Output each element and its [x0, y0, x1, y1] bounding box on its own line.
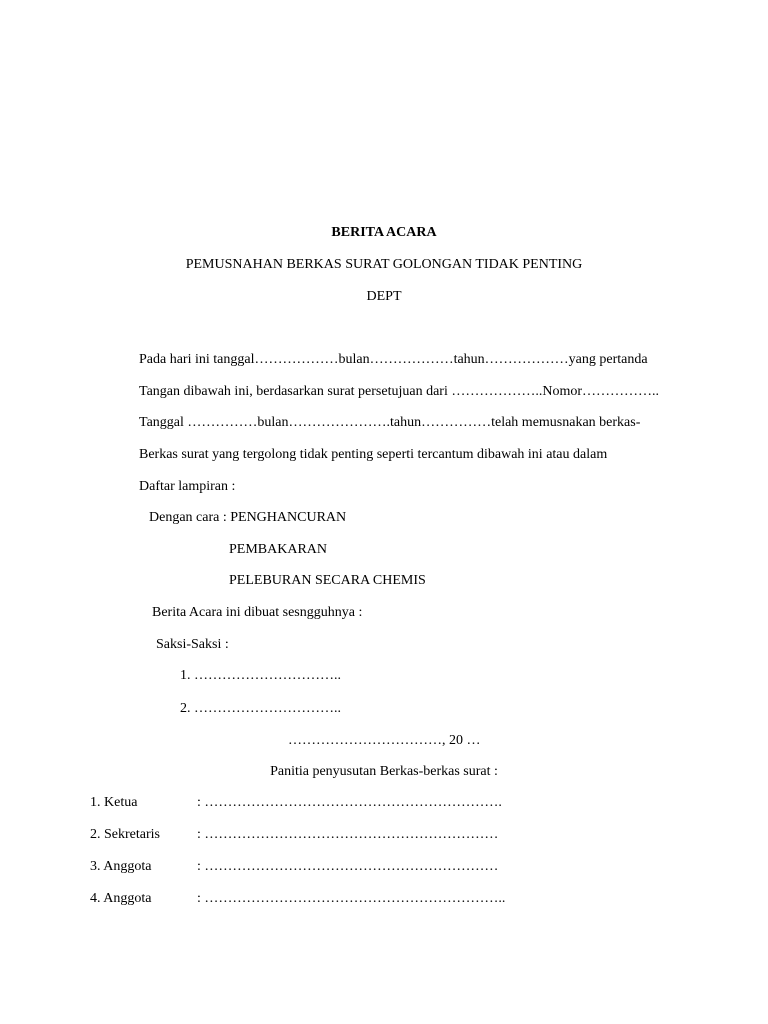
committee-fill-3: : ………………………………………………………	[197, 859, 499, 874]
body-line-1: Pada hari ini tanggal………………bulan………………tahun………………yang pertanda	[139, 352, 648, 367]
document-subtitle: PEMUSNAHAN BERKAS SURAT GOLONGAN TIDAK PENTING	[185, 257, 583, 272]
method-item-3: PELEBURAN SECARA CHEMIS	[229, 573, 426, 588]
body-line-3: Tanggal ……………bulan………………….tahun……………telah memusnakan berkas-	[139, 415, 641, 430]
statement-line: Berita Acara ini dibuat sesngguhnya :	[152, 605, 363, 620]
committee-role-4: 4. Anggota	[90, 891, 152, 906]
committee-role-1: 1. Ketua	[90, 795, 138, 810]
committee-fill-2: : ………………………………………………………	[197, 827, 499, 842]
date-line: ……………………………, 20 …	[288, 733, 481, 748]
witnesses-label: Saksi-Saksi :	[156, 637, 229, 652]
document-title: BERITA ACARA	[331, 225, 437, 240]
committee-fill-4: : ………………………………………………………..	[197, 891, 506, 906]
document-dept: DEPT	[366, 289, 402, 304]
method-item-1: PENGHANCURAN	[230, 510, 347, 525]
committee-fill-1: : ……………………………………………………….	[197, 795, 502, 810]
method-label: Dengan cara :	[149, 510, 231, 525]
witness-1: 1. …………………………..	[180, 668, 341, 683]
witness-2: 2. …………………………..	[180, 701, 341, 716]
body-line-2: Tangan dibawah ini, berdasarkan surat persetujuan dari ………………..Nomor……………..	[139, 384, 660, 399]
body-line-5: Daftar lampiran :	[139, 479, 236, 494]
committee-title: Panitia penyusutan Berkas-berkas surat :	[270, 764, 498, 779]
committee-role-3: 3. Anggota	[90, 859, 152, 874]
method-row-1	[149, 510, 346, 526]
body-line-4: Berkas surat yang tergolong tidak penting seperti tercantum dibawah ini atau dalam	[139, 447, 608, 462]
method-item-2: PEMBAKARAN	[229, 542, 328, 557]
committee-role-2: 2. Sekretaris	[90, 827, 160, 842]
